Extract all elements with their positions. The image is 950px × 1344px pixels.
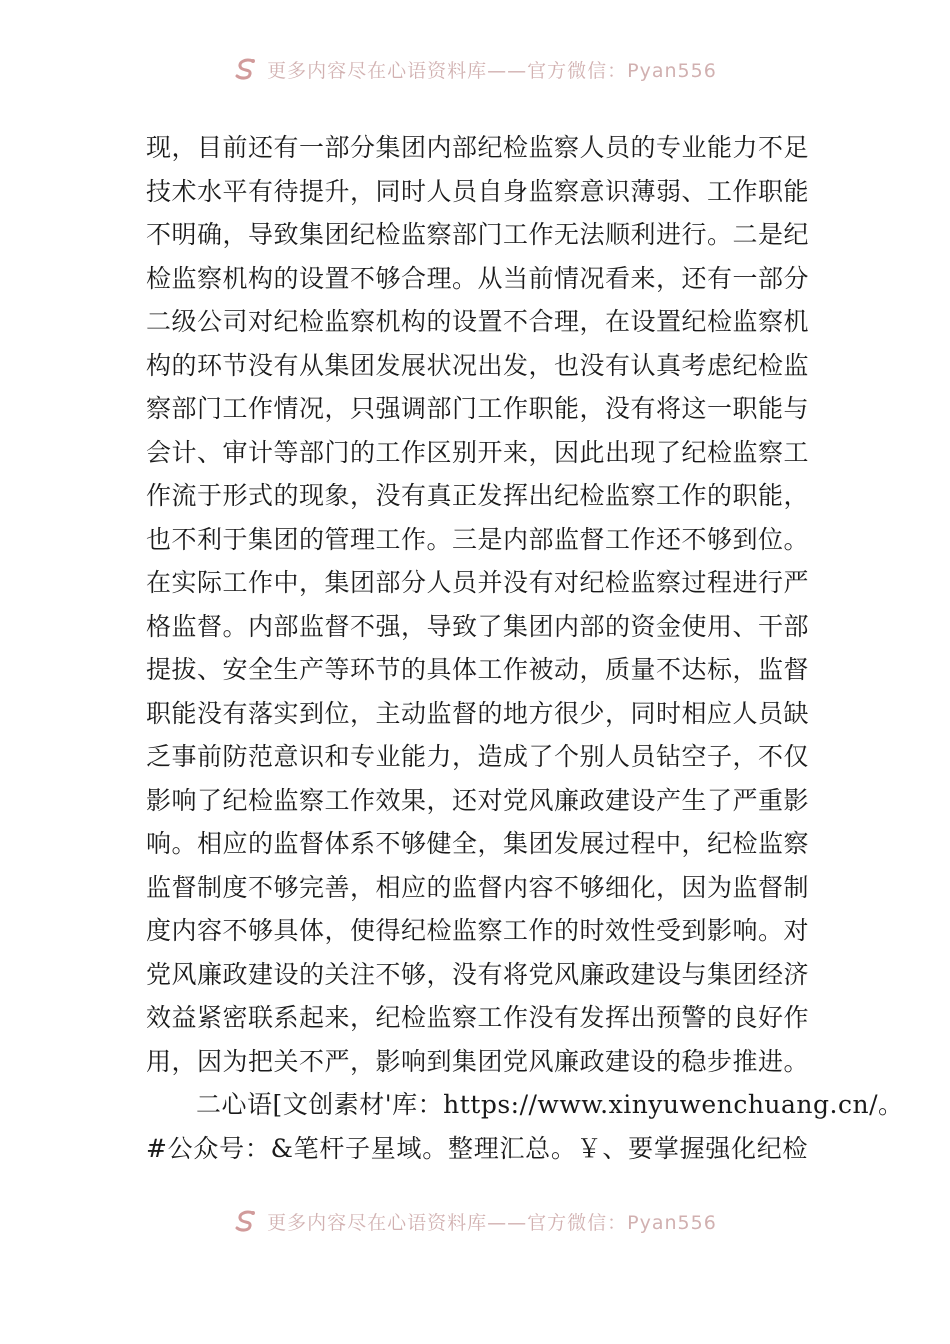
text-line: 作流于形式的现象，没有真正发挥出纪检监察工作的职能， — [146, 481, 810, 510]
text-line: 检监察机构的设置不够合理。从当前情况看来，还有一部分 — [146, 263, 810, 293]
text-line: 乏事前防范意识和专业能力，造成了个别人员钻空子，不仅 — [146, 742, 810, 771]
text-line: 二级公司对纪检监察机构的设置不合理，在设置纪检监察机 — [146, 307, 810, 336]
text-line: 党风廉政建设的关注不够，没有将党风廉政建设与集团经济 — [146, 959, 810, 989]
watermark-text: 更多内容尽在心语资料库——官方微信：Pyan556 — [267, 59, 717, 82]
text-line: 察部门工作情况，只强调部门工作职能，没有将这一职能与 — [146, 394, 810, 423]
text-line: 会计、审计等部门的工作区别开来，因此出现了纪检监察工 — [146, 437, 810, 467]
header-watermark — [0, 52, 950, 86]
text-line: 度内容不够具体，使得纪检监察工作的时效性受到影响。对 — [146, 916, 810, 945]
text-line: 二心语[文创素材'库：https://www.xinyuwenchuang.cn/。 — [196, 1090, 904, 1119]
footer-watermark — [0, 1204, 950, 1238]
text-line: 监督制度不够完善，相应的监督内容不够细化，因为监督制 — [146, 872, 810, 902]
text-line: 现，目前还有一部分集团内部纪检监察人员的专业能力不足 — [146, 133, 810, 162]
text-line: 格监督。内部监督不强，导致了集团内部的资金使用、干部 — [146, 611, 810, 641]
text-line: 提拔、安全生产等环节的具体工作被动，质量不达标，监督 — [146, 655, 810, 684]
text-line: 不明确，导致集团纪检监察部门工作无法顺利进行。二是纪 — [146, 220, 810, 249]
text-line: 在实际工作中，集团部分人员并没有对纪检监察过程进行严 — [146, 568, 810, 597]
text-line: 用，因为把关不严，影响到集团党风廉政建设的稳步推进。 — [146, 1046, 810, 1076]
text-line: #公众号：&笔杆子星域。整理汇总。￥、要掌握强化纪检 — [146, 1133, 808, 1163]
stylized-s-logo-icon — [233, 56, 259, 82]
document-body — [146, 126, 904, 1170]
text-line: 职能没有落实到位，主动监督的地方很少，同时相应人员缺 — [146, 698, 810, 728]
paragraph-continued — [146, 126, 808, 1083]
text-line: 也不利于集团的管理工作。三是内部监督工作还不够到位。 — [146, 524, 810, 554]
text-line: 技术水平有待提升，同时人员自身监察意识薄弱、工作职能 — [146, 176, 810, 206]
text-line: 影响了纪检监察工作效果，还对党风廉政建设产生了严重影 — [146, 785, 810, 815]
text-line: 构的环节没有从集团发展状况出发，也没有认真考虑纪检监 — [146, 350, 810, 380]
watermark-text: 更多内容尽在心语资料库——官方微信：Pyan556 — [267, 1211, 717, 1234]
stylized-s-logo-icon — [233, 1208, 259, 1234]
paragraph-section — [146, 1083, 904, 1170]
text-line: 响。相应的监督体系不够健全，集团发展过程中，纪检监察 — [146, 829, 810, 858]
text-line: 效益紧密联系起来，纪检监察工作没有发挥出预警的良好作 — [146, 1003, 810, 1032]
